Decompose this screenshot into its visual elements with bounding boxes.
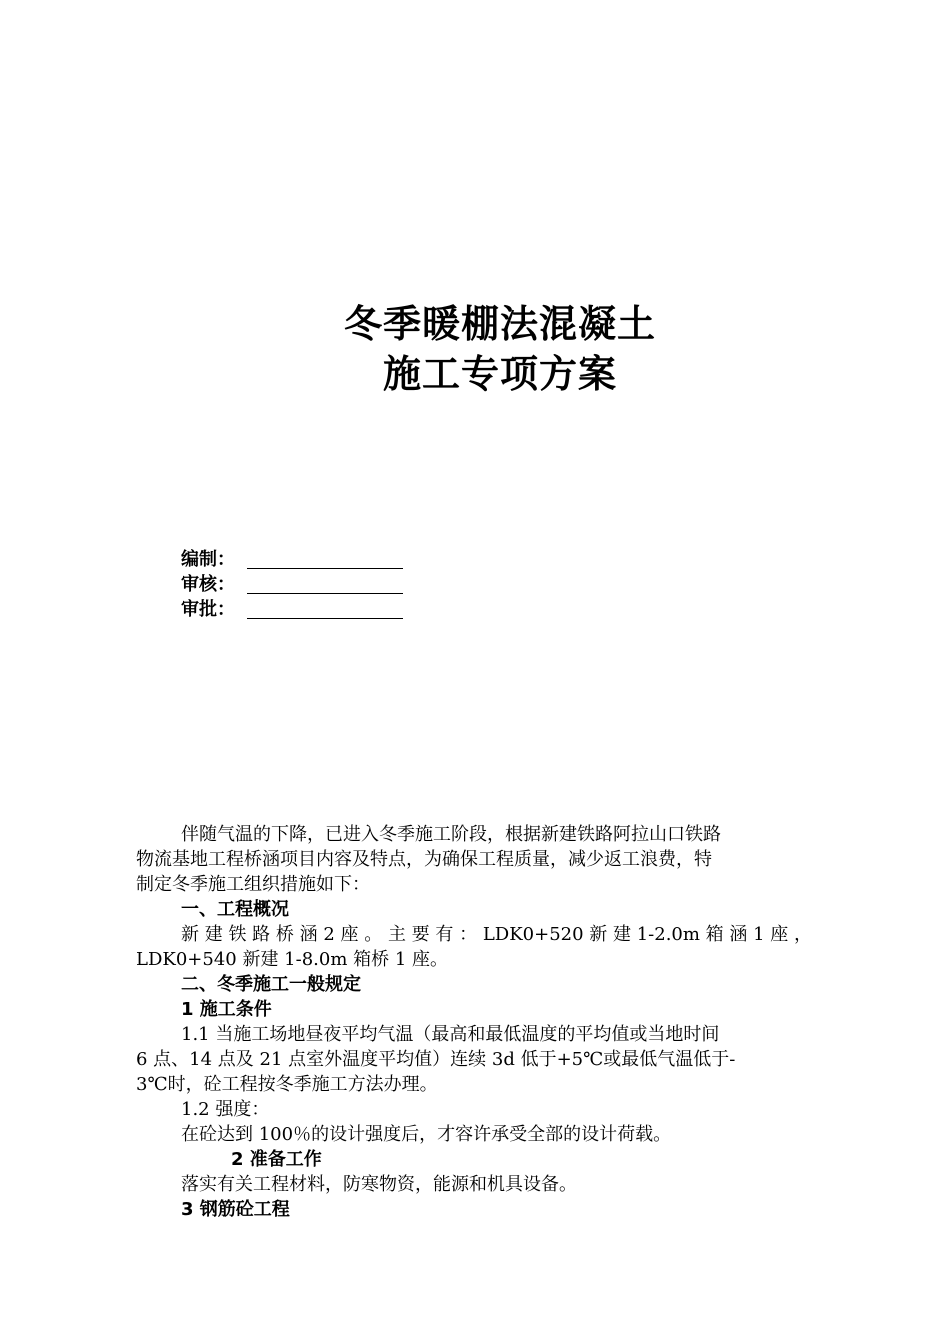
- reviewed-by-label: 审核：: [181, 574, 235, 595]
- intro-line: 物流基地工程桥涵项目内容及特点，为确保工程质量，减少返工浪费，特: [136, 849, 712, 870]
- approved-by-blank: [247, 600, 403, 619]
- overview-line: LDK0+540 新建 1-8.0m 箱桥 1 座。: [136, 949, 449, 970]
- strength-label: 1.2 强度：: [181, 1099, 270, 1120]
- document-title-line2: 施工专项方案: [382, 352, 617, 396]
- strength-text: 在砼达到 100％的设计强度后，才容许承受全部的设计荷载。: [181, 1124, 672, 1145]
- subsection-heading-rc-works: 3 钢筋砼工程: [181, 1199, 290, 1220]
- intro-line: 制定冬季施工组织措施如下：: [136, 874, 370, 895]
- prepared-by-row: [181, 546, 403, 571]
- approved-by-row: [181, 596, 403, 621]
- document-title-line1: 冬季暖棚法混凝土: [343, 302, 656, 346]
- reviewed-by-row: [181, 571, 403, 596]
- signature-block: [181, 546, 403, 621]
- document-body: [136, 822, 868, 1222]
- section-heading-overview: 一、工程概况: [181, 899, 289, 920]
- condition-line: 1.1 当施工场地昼夜平均气温（最高和最低温度的平均值或当地时间: [181, 1024, 720, 1045]
- subsection-heading-conditions: 1 施工条件: [181, 999, 272, 1020]
- overview-line: 新 建 铁 路 桥 涵 2 座 。 主 要 有 ： LDK0+520 新 建 1-2.0m 箱 涵 1 座 ，: [181, 924, 813, 945]
- condition-line: 6 点、14 点及 21 点室外温度平均值）连续 3d 低于+5℃或最低气温低于-: [136, 1049, 736, 1070]
- approved-by-label: 审批：: [181, 599, 235, 620]
- condition-line: 3℃时，砼工程按冬季施工方法办理。: [136, 1074, 438, 1095]
- preparation-text: 落实有关工程材料，防寒物资，能源和机具设备。: [181, 1174, 577, 1195]
- prepared-by-label: 编制：: [181, 549, 235, 570]
- prepared-by-blank: [247, 550, 403, 569]
- section-heading-general-rules: 二、冬季施工一般规定: [181, 974, 361, 995]
- subsection-heading-preparation: 2 准备工作: [231, 1149, 322, 1170]
- intro-line: 伴随气温的下降，已进入冬季施工阶段，根据新建铁路阿拉山口铁路: [181, 824, 721, 845]
- reviewed-by-blank: [247, 575, 403, 594]
